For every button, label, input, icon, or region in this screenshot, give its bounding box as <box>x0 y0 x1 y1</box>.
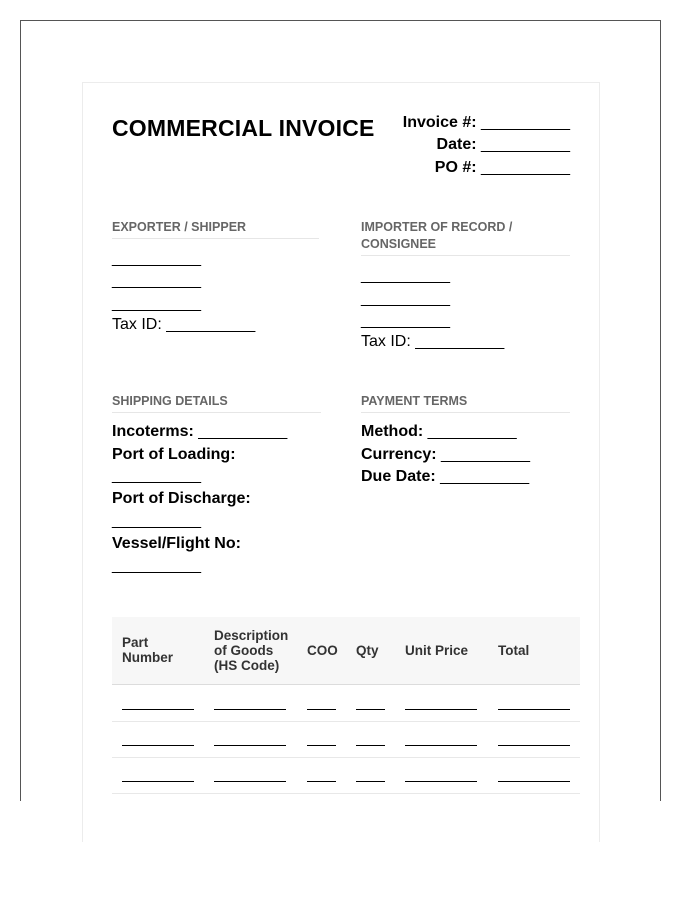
exporter-line-2[interactable]: __________ <box>112 272 201 289</box>
column-header-part-number <box>122 635 173 665</box>
column-header-line: of Goods <box>214 643 274 658</box>
due-date-blank[interactable]: __________ <box>440 468 530 485</box>
importer-line-1[interactable]: __________ <box>361 267 450 284</box>
cell-blank-unit-price[interactable] <box>405 709 477 710</box>
invoice-number-blank[interactable]: __________ <box>481 114 570 131</box>
currency-label: Currency: <box>361 446 437 463</box>
table-row <box>112 757 580 794</box>
date-label: Date: <box>436 136 477 153</box>
currency-field[interactable] <box>361 444 530 466</box>
cell-blank-description[interactable] <box>214 781 286 782</box>
due-date-label: Due Date: <box>361 468 436 485</box>
port-of-loading-label: Port of Loading: <box>112 446 236 463</box>
cell-blank-qty[interactable] <box>356 745 385 746</box>
cell-blank-unit-price[interactable] <box>405 745 477 746</box>
importer-heading-line-1: IMPORTER OF RECORD / <box>361 220 513 234</box>
cell-blank-coo[interactable] <box>307 745 336 746</box>
exporter-tax-id-label: Tax ID: <box>112 316 162 333</box>
shipping-heading: SHIPPING DETAILS <box>112 393 321 413</box>
cell-blank-coo[interactable] <box>307 709 336 710</box>
importer-tax-id-label: Tax ID: <box>361 333 411 350</box>
importer-line-3[interactable]: __________ <box>361 312 450 329</box>
exporter-tax-id-field[interactable] <box>112 314 255 336</box>
cell-blank-description[interactable] <box>214 709 286 710</box>
method-label: Method: <box>361 423 424 440</box>
column-header-qty: Qty <box>356 643 379 658</box>
column-header-unit-price: Unit Price <box>405 643 469 658</box>
vessel-flight-blank[interactable]: __________ <box>112 557 201 574</box>
date-blank[interactable]: __________ <box>481 136 570 153</box>
column-header-total: Total <box>498 643 530 658</box>
cell-blank-part-number[interactable] <box>122 781 194 782</box>
invoice-title: COMMERCIAL INVOICE <box>112 115 375 141</box>
invoice-number-field[interactable] <box>403 114 570 132</box>
po-number-label: PO #: <box>434 159 477 176</box>
exporter-heading: EXPORTER / SHIPPER <box>112 219 319 239</box>
cell-blank-unit-price[interactable] <box>405 781 477 782</box>
column-header-description <box>214 628 288 673</box>
column-header-line: Number <box>122 650 174 665</box>
cell-blank-total[interactable] <box>498 709 570 710</box>
port-of-discharge-blank[interactable]: __________ <box>112 512 201 529</box>
cell-blank-coo[interactable] <box>307 781 336 782</box>
method-blank[interactable]: __________ <box>427 423 517 440</box>
port-of-loading-blank[interactable]: __________ <box>112 467 201 484</box>
exporter-line-3[interactable]: __________ <box>112 295 201 312</box>
method-field[interactable] <box>361 421 517 443</box>
importer-tax-id-blank[interactable]: __________ <box>415 333 505 350</box>
vessel-flight-label: Vessel/Flight No: <box>112 535 241 552</box>
column-header-coo: COO <box>307 643 338 658</box>
column-header-line: Part <box>122 635 149 650</box>
line-items-table-header <box>112 617 580 685</box>
incoterms-blank[interactable]: __________ <box>198 423 288 440</box>
port-of-discharge-label: Port of Discharge: <box>112 490 251 507</box>
cell-blank-total[interactable] <box>498 781 570 782</box>
table-row <box>112 721 580 758</box>
exporter-line-1[interactable]: __________ <box>112 250 201 267</box>
importer-heading-line-2: CONSIGNEE <box>361 237 437 251</box>
cell-blank-total[interactable] <box>498 745 570 746</box>
importer-tax-id-field[interactable] <box>361 331 504 353</box>
cell-blank-description[interactable] <box>214 745 286 746</box>
importer-heading <box>361 219 570 256</box>
exporter-tax-id-blank[interactable]: __________ <box>166 316 256 333</box>
incoterms-label: Incoterms: <box>112 423 194 440</box>
cell-blank-part-number[interactable] <box>122 709 194 710</box>
date-field[interactable] <box>437 136 570 154</box>
importer-line-2[interactable]: __________ <box>361 290 450 307</box>
cell-blank-qty[interactable] <box>356 709 385 710</box>
cell-blank-qty[interactable] <box>356 781 385 782</box>
payment-heading: PAYMENT TERMS <box>361 393 570 413</box>
po-number-field[interactable] <box>435 159 570 177</box>
column-header-line: (HS Code) <box>214 658 280 673</box>
po-number-blank[interactable]: __________ <box>481 159 570 176</box>
table-row <box>112 685 580 722</box>
currency-blank[interactable]: __________ <box>441 446 531 463</box>
cell-blank-part-number[interactable] <box>122 745 194 746</box>
due-date-field[interactable] <box>361 466 529 488</box>
incoterms-field[interactable] <box>112 421 287 443</box>
invoice-number-label: Invoice #: <box>402 114 477 131</box>
column-header-line: Description <box>214 628 289 643</box>
